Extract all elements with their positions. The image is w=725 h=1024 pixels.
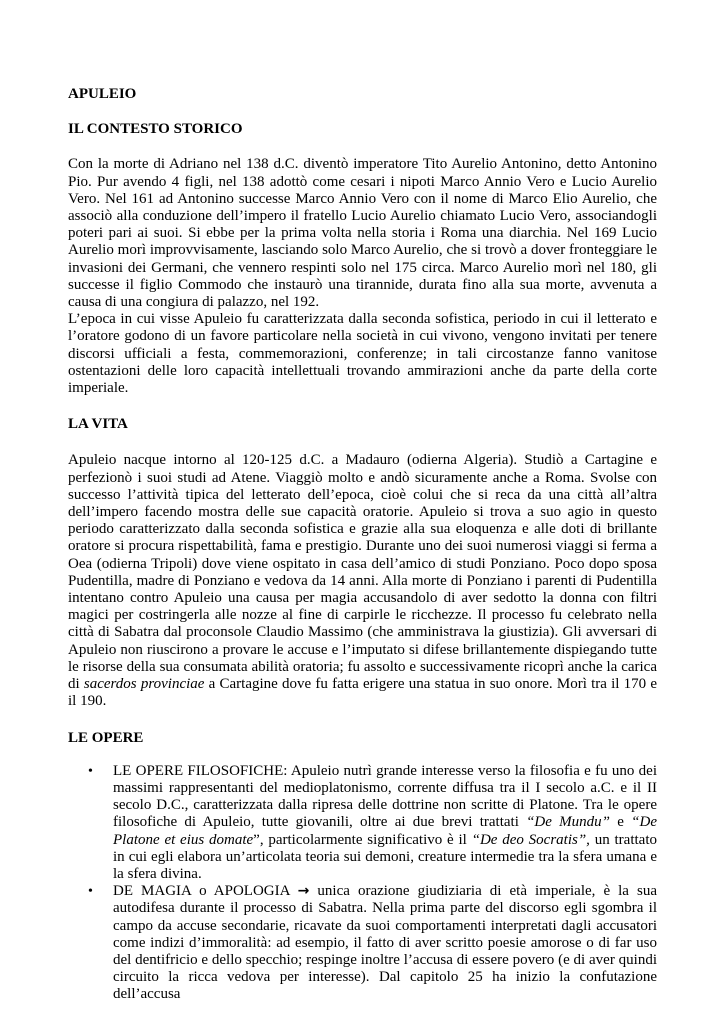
vita-text-1: Apuleio nacque intorno al 120-125 d.C. a Madauro (odierna Algeria). Studiò a Cartagine e perfezionò i suoi studi ad Atene. Viaggiò molto e andò sicuramente anche a Roma. Svolse con successo l’attività tipica del letterato dell’epoca, cioè colui che si reca da una città all’altra dell’impero facendo mostra delle sue capacità oratorie. Apuleio si trova a suo agio in questo periodo caratterizzato dalla seconda sofistica e grazie alla sua eloquenza e alle doti di brillante oratore si procura rispettabilità, fama e prestigio. Durante uno dei suoi numerosi viaggi si ferma a Oea (odierna Tripoli) dove viene ospitato in casa dell’amico di studi Ponziano. Poco dopo sposa Pudentilla, madre di Ponziano e vedova da 14 anni. Alla morte di Ponziano i parenti di Pudentilla intentano contro Apuleio una causa per magia accusandolo di aver sedotto la donna con filtri magici per costringerla alle nozze al fine di carpirle le ricchezze. Il processo fu celebrato nella città di Sabatra dal proconsole Claudio Massimo (che amministrava la giustizia). Gli avversari di Apuleio non riuscirono a provare le accuse e l’imputato si difese brillantemente dispiegando tutte le risorse della sua consumata abilità oratoria; fu assolto e successivamente ricoprì anche la carica di (68, 452, 657, 693)
title-de-mundu: “De Mundu” (526, 814, 610, 831)
bullet-icon: • (88, 884, 93, 900)
opere-filosofiche-text-1: LE OPERE FILOSOFICHE: Apuleio nutrì grande interesse verso la filosofia e fu uno dei massimi rappresentanti del medioplatonismo, corrente diffusa tra il I secolo a.C. e il II secolo D.C., caratterizzata dalla ripresa delle dottrine non scritte di Platone. Tra le opere filosofiche di Apuleio, tutte giovanili, oltre ai due brevi trattati (113, 762, 657, 831)
vita-text-2: a Cartagine dove fu fatta erigere una statua in suo onore. Morì tra il 170 e il 190. (68, 676, 657, 710)
title-de-platone: “De Platone et eius domate (113, 814, 657, 848)
section-heading-contesto: IL CONTESTO STORICO (68, 121, 243, 138)
section-heading-vita: LA VITA (68, 416, 128, 433)
paragraph-vita (68, 452, 657, 710)
list-item-opere-filosofiche (68, 763, 657, 883)
bullet-icon: • (88, 763, 93, 779)
list-item-de-magia (68, 883, 657, 1003)
document-body (68, 86, 657, 1004)
section-heading-opere: LE OPERE (68, 729, 144, 746)
document-title: APULEIO (68, 86, 137, 102)
title-de-deo-socratis: “De deo Socratis”, (471, 831, 590, 848)
opere-filosofiche-text-2: e (610, 814, 632, 831)
de-magia-text-1: DE MAGIA o APOLOGIA (113, 883, 298, 900)
vita-italic-term: sacerdos provinciae (83, 676, 205, 693)
de-magia-text-2: unica orazione giudiziaria di età imperiale, è la sua autodifesa durante il processo di Sabatra. Nella prima parte del discorso egli sgombra il campo da accuse secondarie, ricavate da suoi comportamenti interpretati dagli accusatori come indizi d’immoralità: ad esempio, il fatto di aver scritto poesie amorose o di far uso del dentifricio e dello specchio; respinge inoltre l’accusa di essere povero (e di aver quindi circuito la ricca vedova per interesse). Dal capitolo 25 ha inizio la confutazione dell’accusa (113, 883, 657, 1003)
paragraph-contesto-2: L’epoca in cui visse Apuleio fu caratterizzata dalla seconda sofistica, periodo in cui il letterato e l’oratore godono di un favore particolare nella società in cui vivono, vengono invitati per tenere discorsi ufficiali a festa, commemorazioni, conferenze; in tali circostanze fanno vanitose ostentazioni delle loro capacità intellettuali trovando ammirazioni anche da parte della corte imperiale. (68, 311, 657, 397)
arrow-right-icon: → (297, 883, 310, 900)
opere-filosofiche-text-3: ”, particolarmente significativo è il (253, 831, 472, 848)
paragraph-contesto-1: Con la morte di Adriano nel 138 d.C. diventò imperatore Tito Aurelio Antonino, detto Antonino Pio. Pur avendo 4 figli, nel 138 adottò come cesari i nipoti Marco Annio Vero e Lucio Aurelio Vero. Nel 161 ad Antonino successe Marco Annio Vero con il nome di Marco Elio Aurelio, che associò alla conduzione dell’impero il fratello Lucio Aurelio chiamato Lucio Vero, associandogli poteri pari ai suoi. Si ebbe per la prima volta nella storia i Roma una diarchia. Nel 169 Lucio Aurelio morì improvvisamente, lasciando solo Marco Aurelio, che si trovò a dover fronteggiare le invasioni dei Germani, che vennero respinti solo nel 175 circa. Marco Aurelio morì nel 180, gli successe il figlio Commodo che instaurò una tirannide, durata fino alla sua morte, avvenuta a causa di una congiura di palazzo, nel 192. (68, 156, 657, 311)
opere-list (68, 763, 657, 1004)
opere-filosofiche-text-4: un trattato in cui egli elabora un’articolata teoria sui demoni, creature intermedie tra la sfera umana e la sfera divina. (113, 831, 657, 882)
